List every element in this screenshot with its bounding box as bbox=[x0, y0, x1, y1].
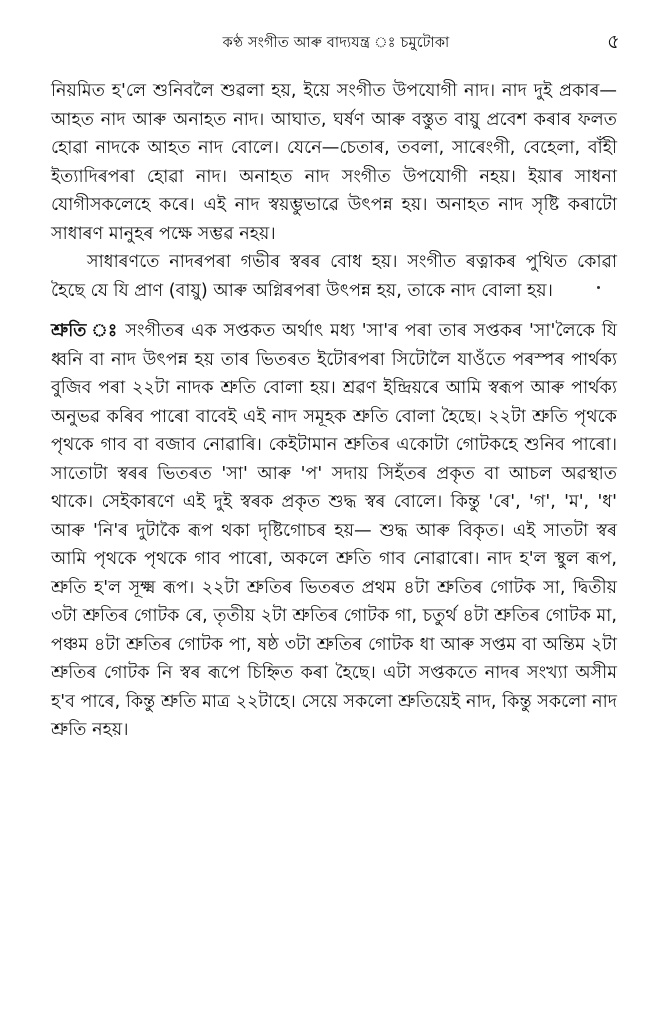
shruti-text: সংগীতৰ এক সপ্তকত অৰ্থাৎ মধ্য 'সা'ৰ পৰা তাৰ সপ্তকৰ 'সা'লৈকে যি ধ্বনি বা নাদ উৎপন্ন হয় তাৰ ভিতৰত ইটোৰপৰা সিটোলৈ যাওঁতে পৰস্পৰ পাৰ্থক্য বুজিব পৰা ২২টা নাদক শ্ৰুতি বোলা হয়। শ্ৰৱণ ইন্দ্ৰিয়ৰে আমি স্বৰূপ আৰু পাৰ্থক্য অনুভৱ কৰিব পাৰো বাবেই এই নাদ সমূহক শ্ৰুতি বোলা হৈছে। ২২টা শ্ৰুতি পৃথকে পৃথকে গাব বা বজাব নোৱাৰি। কেইটামান শ্ৰুতিৰ একোটা গোটকহে শুনিব পাৰো। সাতোটা স্বৰৰ ভিতৰত 'সা' আৰু 'প' সদায় সিহঁতৰ প্ৰকৃত বা আচল অৱস্থাত থাকে। সেইকাৰণে এই দুই স্বৰক প্ৰকৃত শুদ্ধ স্বৰ বোলে। কিন্তু 'ৰে', 'গ', 'ম', 'ধ' আৰু 'নি'ৰ দুটাকৈ ৰূপ থকা দৃষ্টিগোচৰ হয়— শুদ্ধ আৰু বিকৃত। এই সাতটা স্বৰ আমি পৃথকে পৃথকে গাব পাৰো, অকলে শ্ৰুতি গাব নোৱাৰো। নাদ হ'ল স্থুল ৰূপ, শ্ৰুতি হ'ল সূক্ষ্ম ৰূপ। ২২টা শ্ৰুতিৰ ভিতৰত প্ৰথম ৪টা শ্ৰুতিৰ গোটক সা, দ্বিতীয় ৩টা শ্ৰুতিৰ গোটক ৰে, তৃতীয় ২টা শ্ৰুতিৰ গোটক গা, চতুৰ্থ ৪টা শ্ৰুতিৰ গোটক মা, পঞ্চম ৪টা শ্ৰুতিৰ গোটক পা, ষষ্ঠ ৩টা শ্ৰুতিৰ গোটক ধা আৰু সপ্তম বা অন্তিম ২টা শ্ৰুতিৰ গোটক নি স্বৰ ৰূপে চিহ্নিত কৰা হৈছে। এটা সপ্তকতে নাদৰ সংখ্যা অসীম হ'ব পাৰে, কিন্তু শ্ৰুতি মাত্ৰ ২২টাহে। সেয়ে সকলো শ্ৰুতিয়েই নাদ, কিন্তু সকলো নাদ শ্ৰুতি নহয়। bbox=[51, 321, 618, 740]
page-number: ৫ bbox=[607, 29, 620, 53]
paragraph-nada-definition: সাধাৰণতে নাদৰপৰা গভীৰ স্বৰৰ বোধ হয়। সংগীত ৰত্নাকৰ পুথিত কোৱা হৈছে যে যি প্ৰাণ (বায়ু) আৰু অগ্নিৰপৰা উৎপন্ন হয়, তাকে নাদ বোলা হয়। bbox=[51, 252, 617, 301]
paragraph-nada-types: নিয়মিত হ'লে শুনিবলৈ শুৱলা হয়, ইয়ে সংগীত উপযোগী নাদ। নাদ দুই প্ৰকাৰ— আহত নাদ আৰু অনাহত নাদ। আঘাত, ঘৰ্ষণ আৰু বস্তুত বায়ু প্ৰবেশ কৰাৰ ফলত হোৱা নাদকে আহত নাদ বোলে। যেনে—চেতাৰ, তবলা, সাৰেংগী, বেহেলা, বাঁহী ইত্যাদিৰপৰা হোৱা নাদ। অনাহত নাদ সংগীত উপযোগী নহয়। ইয়াৰ সাধনা যোগীসকলেহে কৰে। এই নাদ স্বয়ম্ভুভাৱে উৎপন্ন হয়। অনাহত নাদ সৃষ্টি কৰাটো সাধাৰণ মানুহৰ পক্ষে সম্ভৱ নহয়। bbox=[51, 81, 617, 244]
paragraph-shruti bbox=[51, 317, 617, 745]
shruti-term: শ্ৰুতি ঃ bbox=[51, 321, 119, 341]
body-text bbox=[51, 77, 617, 745]
header-title: কণ্ঠ সংগীত আৰু বাদ্যযন্ত্ৰ ঃ চমুটোকা bbox=[222, 35, 450, 51]
stray-dot-mark bbox=[597, 286, 600, 289]
running-header bbox=[52, 30, 620, 56]
